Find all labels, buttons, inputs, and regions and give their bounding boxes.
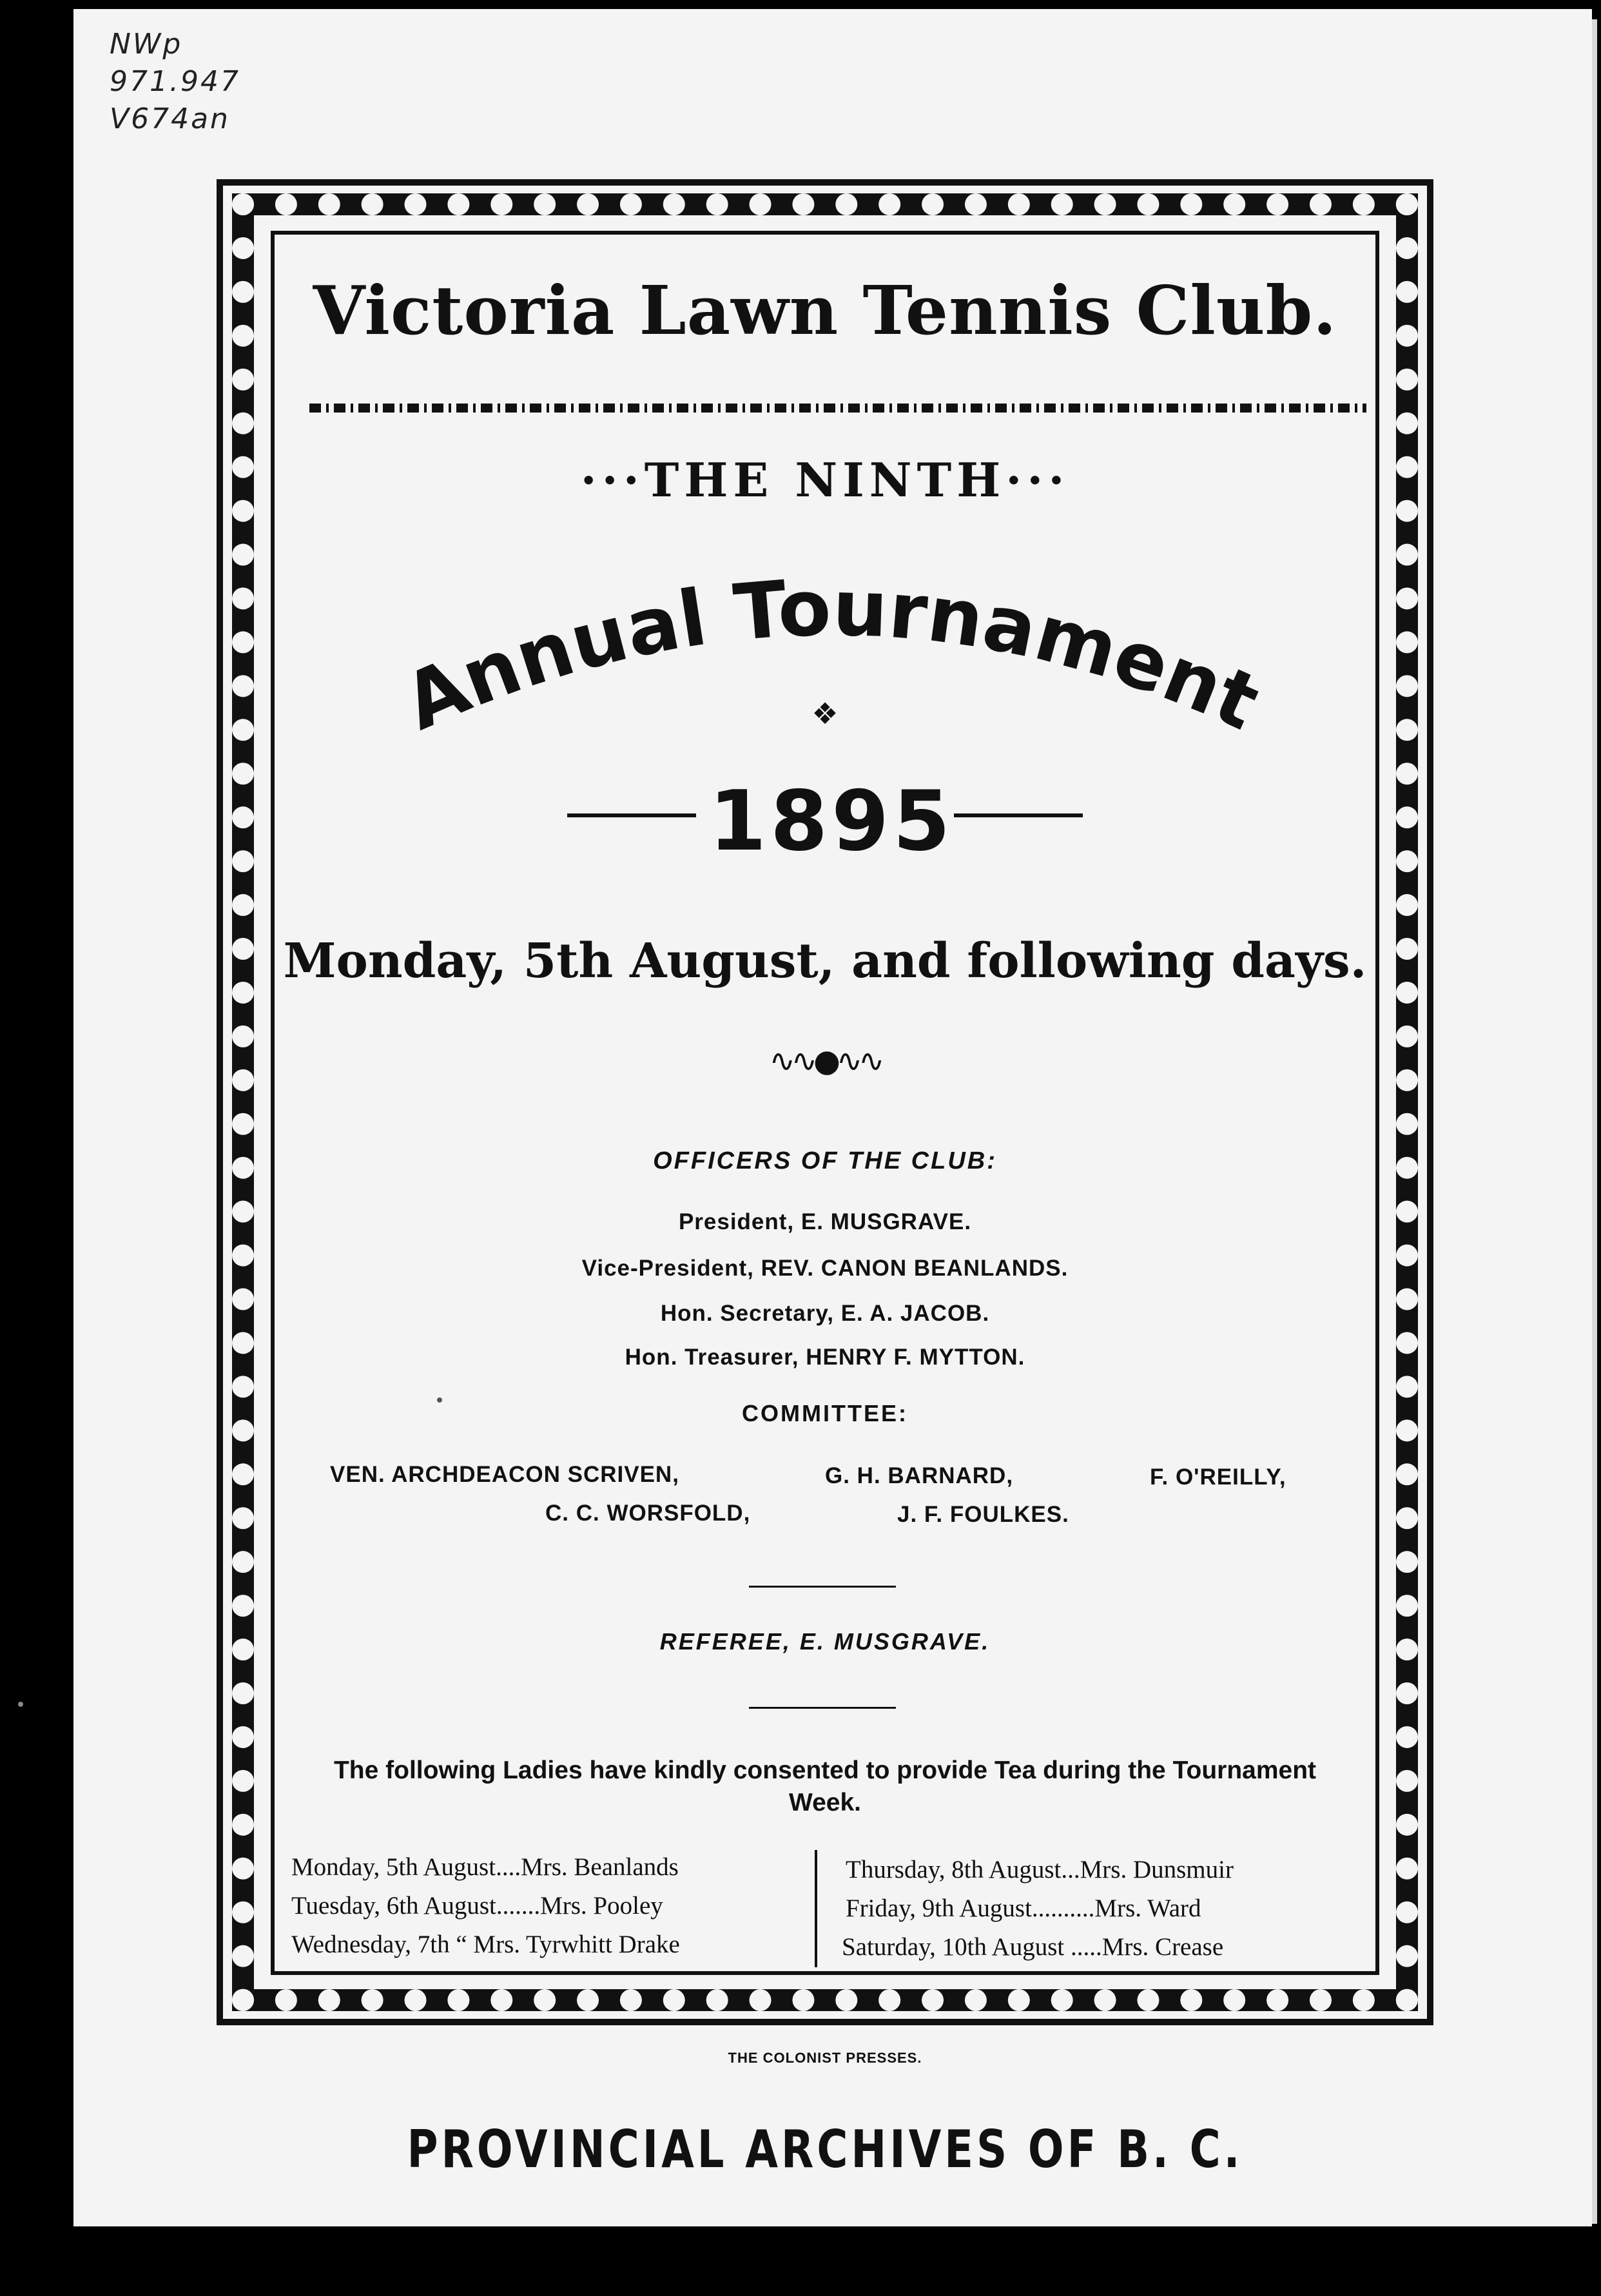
call-number-line3: V674an bbox=[110, 102, 230, 135]
tea-entry: Wednesday, 7th “ Mrs. Tyrwhitt Drake bbox=[291, 1931, 680, 1958]
committee-member: C. C. WORSFOLD, bbox=[545, 1501, 751, 1526]
divider-rule bbox=[749, 1707, 896, 1709]
tea-entry: Friday, 9th August..........Mrs. Ward bbox=[846, 1894, 1201, 1922]
year-block bbox=[567, 773, 1083, 870]
tea-column-divider bbox=[815, 1850, 817, 1967]
tea-entry: Saturday, 10th August .....Mrs. Crease bbox=[842, 1933, 1224, 1961]
tournament-dates: Monday, 5th August, and following days. bbox=[283, 933, 1367, 989]
archive-stamp: PROVINCIAL ARCHIVES OF B. C. bbox=[407, 2119, 1243, 2179]
committee-member: G. H. BARNARD, bbox=[825, 1463, 1014, 1488]
tournament-year: 1895 bbox=[709, 773, 955, 870]
ornamental-rule bbox=[309, 404, 1366, 413]
committee-member: F. O'REILLY, bbox=[1150, 1464, 1286, 1490]
referee-line: REFEREE, E. MUSGRAVE. bbox=[659, 1628, 991, 1655]
committee-member: J. F. FOULKES. bbox=[897, 1502, 1069, 1527]
scan-speck bbox=[18, 1702, 23, 1707]
officers-heading: OFFICERS OF THE CLUB: bbox=[653, 1147, 997, 1174]
divider-rule bbox=[749, 1586, 896, 1588]
tea-entry: Tuesday, 6th August.......Mrs. Pooley bbox=[291, 1892, 663, 1920]
annual-tournament-text: Annual Tournament bbox=[391, 563, 1272, 748]
call-number-line2: 971.947 bbox=[110, 65, 240, 98]
annual-tournament-heading bbox=[335, 548, 1328, 793]
club-title: Victoria Lawn Tennis Club. bbox=[313, 271, 1337, 350]
officer-vice-president: Vice-President, REV. CANON BEANLANDS. bbox=[581, 1256, 1069, 1281]
left-flourish bbox=[567, 813, 696, 817]
tea-entry: Monday, 5th August....Mrs. Beanlands bbox=[291, 1853, 679, 1881]
paper-speck bbox=[437, 1397, 442, 1403]
diamond-ornament: ❖ bbox=[811, 696, 839, 731]
page-edge bbox=[1592, 19, 1597, 2224]
call-number-line1: NWp bbox=[110, 28, 183, 61]
officer-treasurer: Hon. Treasurer, HENRY F. MYTTON. bbox=[625, 1345, 1025, 1370]
committee-member: VEN. ARCHDEACON SCRIVEN, bbox=[330, 1462, 679, 1487]
printer-credit: THE COLONIST PRESSES. bbox=[728, 2050, 922, 2066]
committee-heading: COMMITTEE: bbox=[742, 1400, 908, 1426]
ladies-notice: The following Ladies have kindly consented to provide Tea during the Tournament Week. bbox=[333, 1756, 1317, 1816]
wave-ornament: ∿∿●∿∿ bbox=[769, 1043, 881, 1079]
call-number bbox=[110, 26, 240, 138]
officer-secretary: Hon. Secretary, E. A. JACOB. bbox=[660, 1301, 990, 1326]
ninth-heading: ···THE NINTH··· bbox=[580, 452, 1070, 507]
officer-president: President, E. MUSGRAVE. bbox=[678, 1209, 972, 1234]
right-flourish bbox=[954, 813, 1083, 817]
tea-entry: Thursday, 8th August...Mrs. Dunsmuir bbox=[846, 1856, 1234, 1883]
